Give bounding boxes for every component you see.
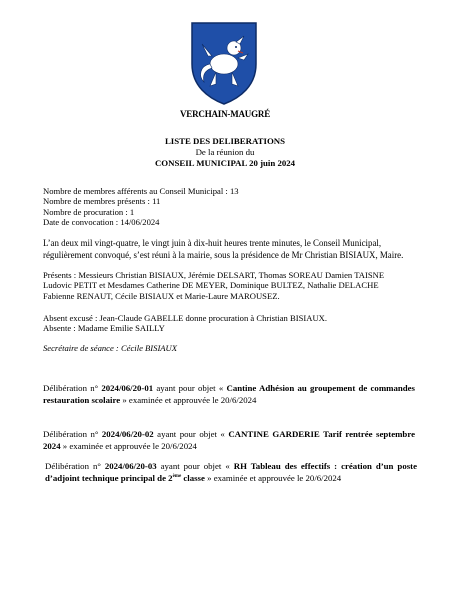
proxies-count: Nombre de procuration : 1 [43,206,135,217]
deliberation-number: 2024/06/20-01 [101,383,154,393]
deliberation-item: Délibération n° 2024/06/20-01 ayant pour objet « Cantine Adhésion au groupement de commandes restauration scolaire » examinée et approuvée le 20/6/2024 [43,383,415,405]
deliberation-object: Cantine Adhésion au groupement de commandes restauration scolaire [43,383,415,405]
excused-absence: Absent excusé : Jean-Claude GABELLE donne procuration à Christian BISIAUX. [43,313,328,323]
document-title: LISTE DES DELIBERATIONS [164,136,286,146]
members-count: Nombre de membres afférents au Conseil Municipal : 13 [43,186,239,196]
present-line-1: Présents : Messieurs Christian BISIAUX, Jérémie DELSART, Thomas SOREAU Damien TAISNE [43,270,385,280]
meeting-stats [43,186,413,228]
absence: Absente : Madame Emilie SAILLY [43,323,165,334]
present-line-2: Ludovic PETIT et Mesdames Catherine DE MEYER, Dominique BULTEZ, Nathalie DELACHE [43,280,379,291]
deliberation-number: 2024/06/20-03 [104,461,157,471]
deliberation-item: Délibération n° 2024/06/20-02 ayant pour objet « CANTINE GARDERIE Tarif rentrée septembre 2024 » examinée et approuvée le 20/6/2024 [43,429,415,451]
session-secretary: Secrétaire de séance : Cécile BISIAUX [43,343,178,353]
coat-of-arms-icon [188,20,260,106]
deliberation-object: CANTINE GARDERIE Tarif rentrée septembre 2024 [43,429,415,451]
convocation-date: Date de convocation : 14/06/2024 [43,217,160,228]
absences [43,313,413,334]
intro-line-2: régulièrement convoqué, s’est réuni à la mairie, sous la présidence de Mr Christian BISIAUX, Maire. [43,249,404,260]
present-line-3: Fabienne RENAUT, Cécile BISIAUX et Marie-Laure MAROUSEZ. [43,290,280,301]
commune-name: VERCHAIN-MAUGRÉ [180,109,270,119]
deliberation-number: 2024/06/20-02 [101,429,154,439]
meeting-title: CONSEIL MUNICIPAL 20 juin 2024 [154,158,296,168]
document-subtitle: De la réunion du [195,147,255,157]
deliberation-item: Délibération n° 2024/06/20-03 ayant pour objet « RH Tableau des effectifs : création d’un poste d’adjoint technique principal de 2ème classe » examinée et approuvée le 20/6/2024 [45,461,417,483]
deliberation-object: RH Tableau des effectifs : création d’un poste d’adjoint technique principal de 2ème classe [45,461,417,483]
present-members [43,270,413,301]
intro-line-1: L’an deux mil vingt-quatre, le vingt juin à dix-huit heures trente minutes, le Conseil Municipal, [43,238,382,248]
intro-paragraph [43,238,413,261]
document-heading [0,136,450,169]
present-count: Nombre de membres présents : 11 [43,196,161,207]
